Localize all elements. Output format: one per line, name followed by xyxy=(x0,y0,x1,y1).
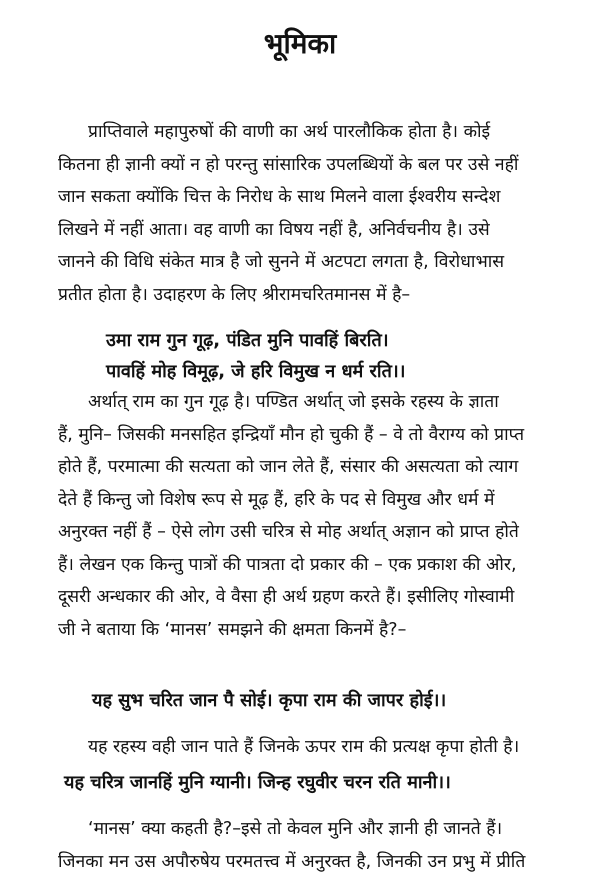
verse-line: पावहिं मोह विमूढ़, जे हरि विमुख न धर्म रति।। xyxy=(106,361,406,382)
text-line: हैं, मुनि– जिसकी मनसहित इन्द्रियाँ मौन हो चुकी हैं – वे तो वैराग्य को प्राप्त xyxy=(58,424,525,445)
page-title: भूमिका xyxy=(263,27,337,60)
text-line: हैं। लेखन एक किन्तु पात्रों की पात्रता दो प्रकार की – एक प्रकाश की ओर, xyxy=(58,554,517,575)
text-line: यह रहस्य वही जान पाते हैं जिनके ऊपर राम की प्रत्यक्ष कृपा होती है। xyxy=(88,737,520,757)
paragraph-intro xyxy=(58,116,564,311)
paragraph-manas xyxy=(58,813,564,878)
text-line: प्राप्तिवाले महापुरुषों की वाणी का अर्थ पारलौकिक होता है। कोई xyxy=(88,122,491,142)
text-line: प्रतीत होता है। उदाहरण के लिए श्रीरामचरितमानस में है– xyxy=(58,284,411,305)
text-line: देते हैं किन्तु जो विशेष रूप से मूढ़ हैं, हरि के पद से विमुख और धर्म में xyxy=(58,489,495,510)
text-line: जिनका मन उस अपौरुषेय परमतत्त्व में अनुरक्त है, जिनकी उन प्रभु में प्रीति xyxy=(58,851,526,872)
text-line: होते हैं, परमात्मा की सत्यता को जान लेते हैं, संसार की असत्यता को त्याग xyxy=(58,457,519,477)
paragraph-explanation xyxy=(58,386,564,646)
verse-line: यह चरित्र जानहिं मुनि ग्यानी। जिन्ह रघुवीर चरन रति मानी।। xyxy=(64,772,451,793)
text-line: अर्थात् राम का गुन गूढ़ है। पण्डित अर्थात् जो इसके रहस्य के ज्ञाता xyxy=(88,392,499,412)
verse-line: उमा राम गुन गूढ़, पंडित मुनि पावहिं बिरति। xyxy=(106,330,389,351)
text-line: जी ने बताया कि ‘मानस’ समझने की क्षमता किनमें है?– xyxy=(58,619,407,640)
text-line: दूसरी अन्धकार की ओर, वे वैसा ही अर्थ ग्रहण करते हैं। इसीलिए गोस्वामी xyxy=(58,587,515,607)
text-line: ‘मानस’ क्या कहती है?–इसे तो केवल मुनि और ज्ञानी ही जानते हैं। xyxy=(88,819,503,839)
text-line: जानने की विधि संकेत मात्र है जो सुनने में अटपटा लगता है, विरोधाभास xyxy=(58,252,505,272)
text-line: अनुरक्त नहीं हैं – ऐसे लोग उसी चरित्र से मोह अर्थात् अज्ञान को प्राप्त होते xyxy=(58,522,519,542)
text-line: जान सकता क्योंकि चित्त के निरोध के साथ मिलने वाला ईश्वरीय सन्देश xyxy=(58,187,501,207)
text-line: लिखने में नहीं आता। वह वाणी का विषय नहीं है, अनिर्वचनीय है। उसे xyxy=(58,219,490,240)
paragraph-secret xyxy=(58,731,564,764)
text-line: कितना ही ज्ञानी क्यों न हो परन्तु सांसारिक उपलब्धियों के बल पर उसे नहीं xyxy=(58,154,519,175)
verse-line: यह सुभ चरित जान पै सोई। कृपा राम की जापर होई।। xyxy=(92,690,447,711)
